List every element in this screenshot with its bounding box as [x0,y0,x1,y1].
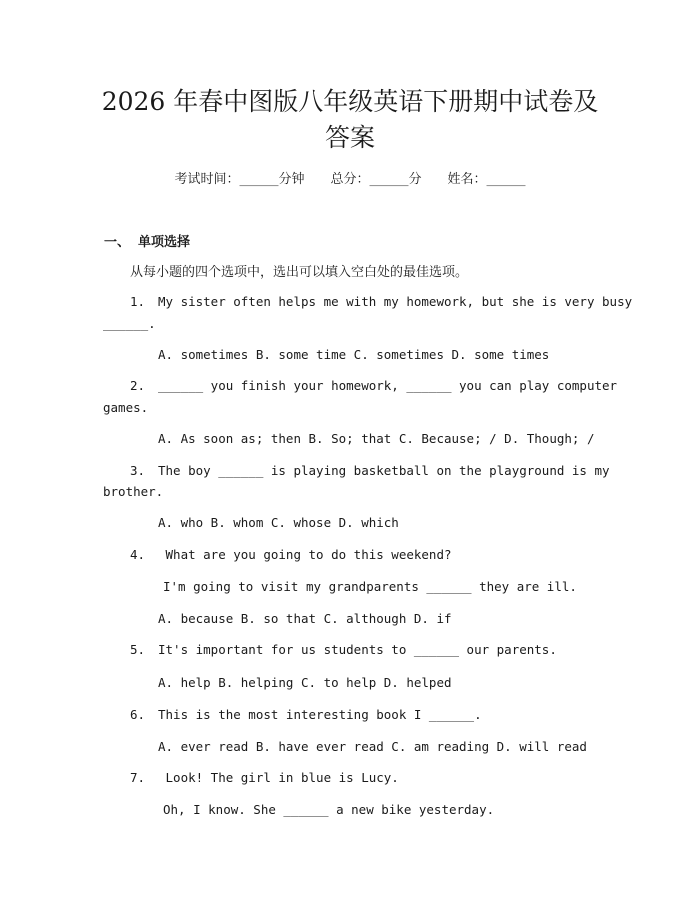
question-3-options: A. who B. whom C. whose D. which [158,515,399,530]
question-number: 1. [130,294,146,309]
question-number: 5. [130,642,146,657]
question-text: The boy ______ is playing basketball on the playground is my [158,463,610,478]
section-heading [104,231,190,250]
question-4-response: I'm going to visit my grandparents ______ they are ill. [163,579,577,594]
instruction-text: 从每小题的四个选项中，选出可以填入空白处的最佳选项。 [130,265,469,280]
question-1-options: A. sometimes B. some time C. sometimes D. some times [158,347,550,362]
question-text: My sister often helps me with my homework, but she is very busy [158,294,633,309]
exam-meta [0,168,700,187]
question-4-options: A. because B. so that C. although D. if [158,611,452,626]
question-7 [130,770,399,785]
question-number: 3. [130,463,146,478]
question-text: It's important for us students to ______ our parents. [158,642,557,657]
question-3 [130,463,610,478]
question-text: What are you going to do this weekend? [158,547,452,562]
section-title: 单项选择 [138,235,191,250]
question-number: 2. [130,378,146,393]
question-5-options: A. help B. helping C. to help D. helped [158,675,452,690]
question-4 [130,547,452,562]
question-number: 7. [130,770,146,785]
section-number: 一、 [104,235,131,250]
question-2-options: A. As soon as; then B. So; that C. Because; / D. Though; / [158,431,595,446]
total-score-label: 总分：______分 [330,172,422,187]
student-name-label: 姓名：______ [447,172,526,187]
question-text: ______ you finish your homework, ______ you can play computer [158,378,618,393]
question-6-options: A. ever read B. have ever read C. am reading D. will read [158,739,587,754]
title-line-1: 2026 年春中图版八年级英语下册期中试卷及 [101,87,599,116]
question-7-response: Oh, I know. She ______ a new bike yesterday. [163,802,495,817]
question-2 [130,378,617,393]
question-text: Look! The girl in blue is Lucy. [158,770,399,785]
title-line-2: 答案 [324,123,375,152]
question-text: This is the most interesting book I ______. [158,707,482,722]
question-1 [130,294,632,309]
question-5 [130,642,557,657]
question-2-continuation: games. [103,400,149,415]
document-title [60,84,640,156]
question-number: 4. [130,547,146,562]
exam-time-label: 考试时间：______分钟 [174,172,305,187]
question-1-continuation: ______. [103,316,156,331]
question-3-continuation: brother. [103,484,164,499]
question-6 [130,707,482,722]
question-number: 6. [130,707,146,722]
